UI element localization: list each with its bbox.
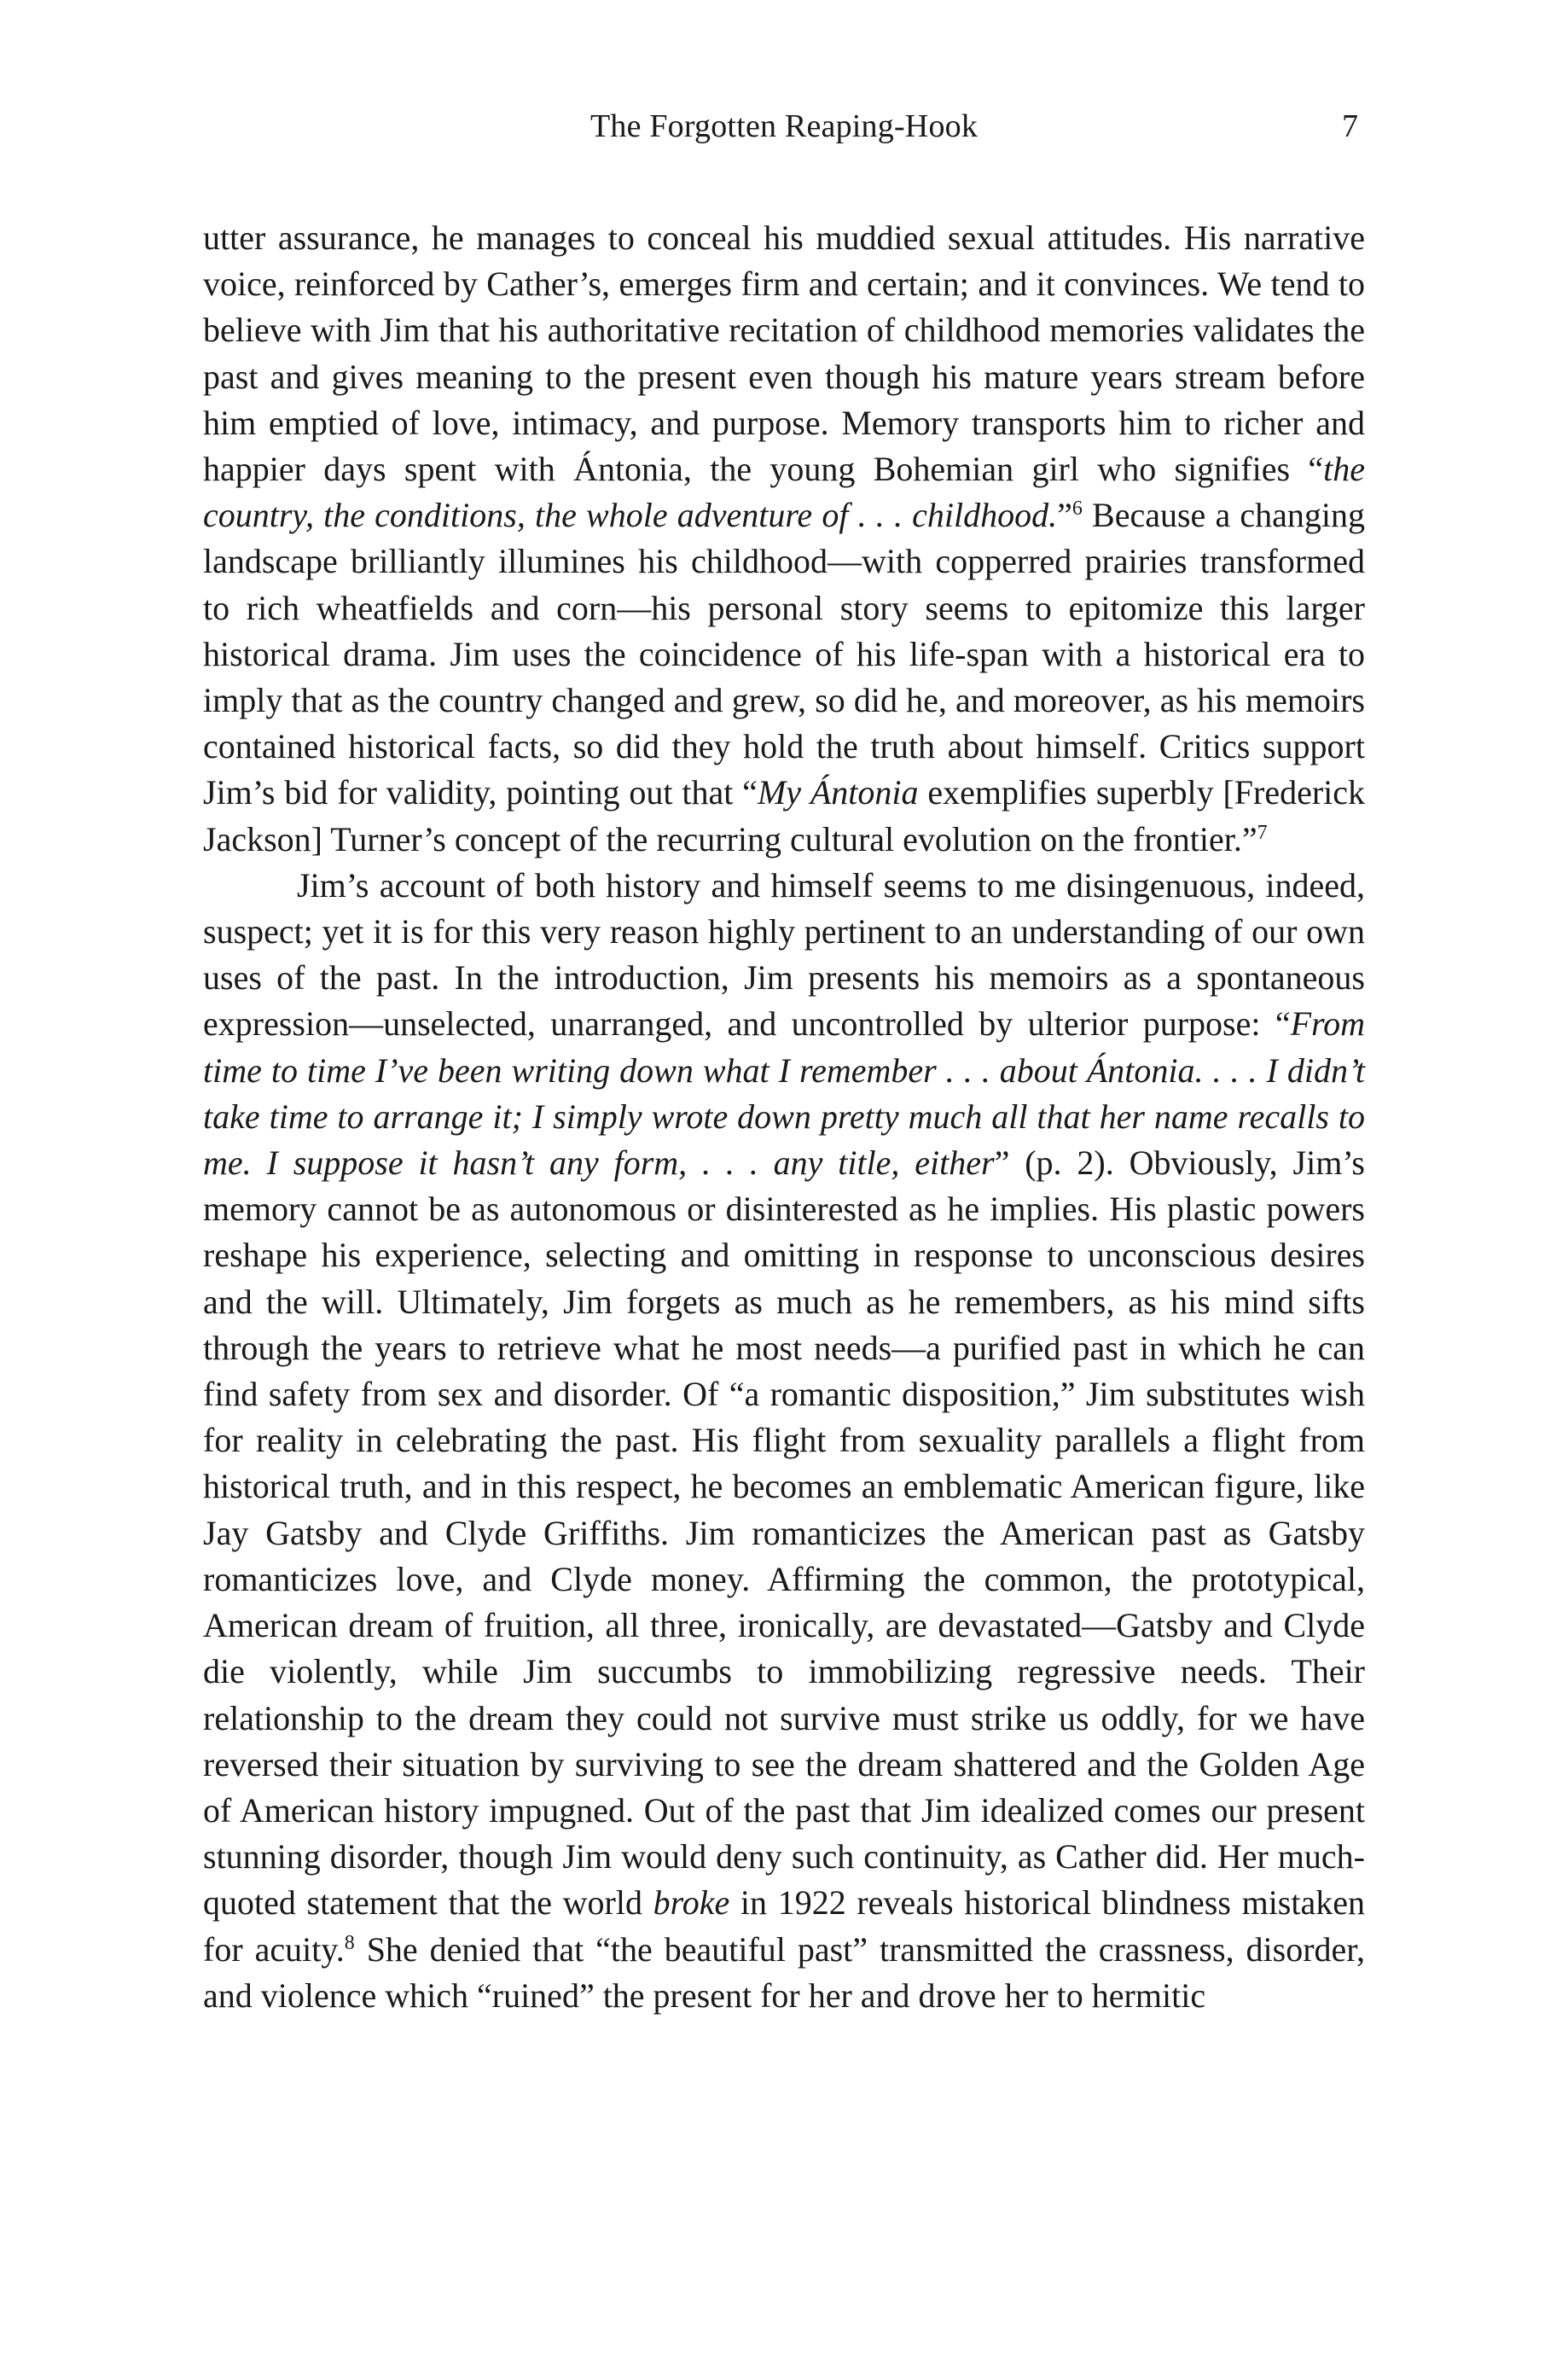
paragraph-2 — [203, 863, 1365, 2019]
page-number: 7 — [1342, 108, 1358, 144]
footnote-marker: 7 — [1257, 821, 1268, 844]
text-run: exemplifies superbly [Frederick Jackson] Turner’s concept of the recurring cultural evolution on the frontier.” — [203, 773, 1366, 858]
text-run: Jim’s account of both history and himself seems to me disingenuous, indeed, suspect; yet it is for this very reason highly pertinent to an understanding of our own uses of the past. In the introduction, Jim presents his memoirs as a spontaneous expression—unselected, unarranged, and uncontrolled by ulterior purpose: “ — [203, 865, 1365, 1044]
italic-text: From time to time I’ve been writing down what I remember . . . about Ántonia. . . . I didn’t take time to arrange it; I simply wrote down pretty much all that her name recalls to me. I suppose it hasn’t any form, . . . any title, either — [203, 1004, 1365, 1183]
running-title: The Forgotten Reaping-Hook — [589, 108, 979, 144]
text-run: utter assurance, he manages to conceal his muddied sexual attitudes. His narrative voice, reinforced by Cather’s, emerges firm and certain; and it convinces. We tend to believe with Jim that his authoritative recitation of childhood memories validates the past and gives meaning to the present even though his mature years stream before him emptied of love, intimacy, and purpose. Memory transports him to richer and happier days spent with Ántonia, the young Bohemian girl who signifies “ — [203, 218, 1365, 489]
text-run: She denied that “the beautiful past” transmitted the crassness, disorder, and violence which “ruined” the present for her and drove her to hermitic — [203, 1929, 1365, 2015]
text-run: in 1922 reveals historical blindness mistaken for acuity. — [203, 1883, 1365, 1969]
body-text — [203, 215, 1365, 2019]
italic-text: the country, the conditions, the whole adventure of . . . childhood. — [203, 450, 1365, 535]
footnote-marker: 6 — [1071, 497, 1083, 521]
paragraph-1 — [203, 215, 1365, 863]
italic-text: My Ántonia — [757, 773, 919, 812]
italic-text: broke — [653, 1883, 730, 1923]
text-run: ” — [1057, 496, 1072, 535]
page-header — [203, 101, 1365, 152]
text-run: ” (p. 2). Obviously, Jim’s memory cannot be as autonomous or disinterested as he implies. His plastic powers reshape his experience, selecting and omitting in response to unconscious desires and the will. Ultimately, Jim forgets as much as he remembers, as his mind sifts through the years to retrieve what he most needs—a purified past in which he can find safety from sex and disorder. Of “a romantic disposition,” Jim substitutes wish for reality in celebrating the past. His flight from sexuality parallels a flight from historical truth, and in this respect, he becomes an emblematic American figure, like Jay Gatsby and Clyde Griffiths. Jim romanticizes the American past as Gatsby romanticizes love, and Clyde money. Affirming the common, the prototypical, American dream of fruition, all three, ironically, are devastated—Gatsby and Clyde die violently, while Jim succumbs to immobilizing regressive needs. Their relationship to the dream they could not survive must strike us oddly, for we have reversed their situation by surviving to see the dream shattered and the Golden Age of American history impugned. Out of the past that Jim idealized comes our present stunning disorder, though Jim would deny such continuity, as Cather did. Her much-quoted statement that the world — [203, 1143, 1365, 1923]
footnote-marker: 8 — [344, 1931, 355, 1954]
text-run: Because a changing landscape brilliantly illumines his childhood—with copperred prairies transformed to rich wheatfields and corn—his personal story seems to epitomize this larger historical drama. Jim uses the coincidence of his life-span with a historical era to imply that as the country changed and grew, so did he, and moreover, as his memoirs contained historical facts, so did they hold the truth about himself. Critics support Jim’s bid for validity, pointing out that “ — [203, 496, 1365, 812]
